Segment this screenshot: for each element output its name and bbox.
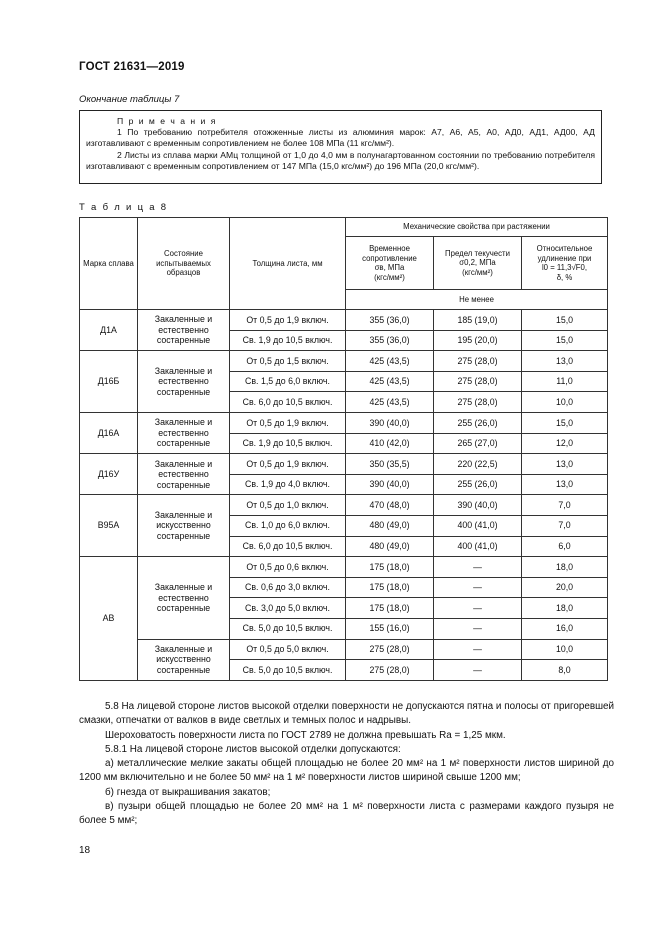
cell-tensile: 175 (18,0) — [346, 598, 434, 619]
table-row — [80, 412, 608, 433]
cell-elongation: 13,0 — [522, 454, 608, 475]
cell-yield: 195 (20,0) — [434, 330, 522, 351]
body-text — [79, 700, 614, 829]
cell-elongation: 12,0 — [522, 433, 608, 454]
cell-state: Закаленные и естественно состаренные — [138, 557, 230, 639]
cell-thickness: От 0,5 до 1,9 включ. — [230, 454, 346, 475]
header-elongation — [522, 237, 608, 290]
cell-tensile: 275 (28,0) — [346, 660, 434, 681]
notes-box — [79, 110, 602, 184]
cell-thickness: От 0,5 до 1,0 включ. — [230, 495, 346, 516]
cell-yield: 255 (26,0) — [434, 412, 522, 433]
cell-tensile: 410 (42,0) — [346, 433, 434, 454]
header-mechanical-properties: Механические свойства при растяжении — [346, 218, 608, 237]
cell-yield: 275 (28,0) — [434, 351, 522, 372]
cell-thickness: Св. 1,9 до 10,5 включ. — [230, 433, 346, 454]
cell-grade: В95А — [80, 495, 138, 557]
table-row — [80, 310, 608, 331]
cell-tensile: 350 (35,5) — [346, 454, 434, 475]
cell-elongation: 15,0 — [522, 330, 608, 351]
cell-elongation: 18,0 — [522, 598, 608, 619]
header-state: Состояние испытываемых образцов — [138, 218, 230, 310]
cell-thickness: Св. 1,9 до 10,5 включ. — [230, 330, 346, 351]
cell-yield: — — [434, 577, 522, 598]
yield-label: Предел текучести — [445, 248, 510, 258]
elongation-label: Относительное удлинение при — [536, 244, 593, 263]
tensile-symbol: σв, МПа — [374, 263, 405, 272]
cell-state: Закаленные и искусственно состаренные — [138, 495, 230, 557]
note-2: 2 Листы из сплава марки АМц толщиной от 1,0 до 4,0 мм в полунагартованном состоянии по требованию потребителя изготавливают с временным сопротивлением от 147 МПа (15,0 кгс/мм²) до 196 МПа (20,0 кгс/мм²). — [86, 149, 595, 171]
cell-elongation: 13,0 — [522, 474, 608, 495]
cell-thickness: Св. 5,0 до 10,5 включ. — [230, 660, 346, 681]
cell-yield: — — [434, 660, 522, 681]
yield-symbol: σ0,2, МПа — [459, 258, 496, 268]
table-caption: Т а б л и ц а 8 — [79, 202, 168, 213]
header-thickness: Толщина листа, мм — [230, 218, 346, 310]
list-item-a: а) металлические мелкие закаты общей площадью не более 20 мм² на 1 м² поверхности листов шириной до 1200 мм включительно и не более 50 мм² на 1 м² поверхности листов шириной свыше 1200 мм; — [79, 758, 614, 784]
cell-thickness: Св. 1,9 до 4,0 включ. — [230, 474, 346, 495]
cell-yield: 275 (28,0) — [434, 371, 522, 392]
cell-thickness: Св. 3,0 до 5,0 включ. — [230, 598, 346, 619]
note-1: 1 По требованию потребителя отожженные листы из алюминия марок: А7, А6, А5, А0, АД0, АД1, АД00, АД изготавливают с временным сопротивлением не более 108 МПа (11 кгс/мм²). — [86, 127, 595, 149]
notes-title: П р и м е ч а н и я — [117, 116, 217, 126]
cell-tensile: 425 (43,5) — [346, 392, 434, 413]
yield-unit: (кгс/мм²) — [462, 267, 493, 277]
cell-yield: 220 (22,5) — [434, 454, 522, 475]
header-tensile-strength — [346, 237, 434, 290]
cell-grade: Д16А — [80, 412, 138, 453]
cell-tensile: 390 (40,0) — [346, 474, 434, 495]
list-item-b: б) гнезда от выкрашивания закатов; — [105, 786, 271, 798]
document-header: ГОСТ 21631—2019 — [79, 61, 185, 73]
cell-thickness: Св. 6,0 до 10,5 включ. — [230, 392, 346, 413]
cell-state: Закаленные и естественно состаренные — [138, 412, 230, 453]
cell-tensile: 480 (49,0) — [346, 536, 434, 557]
paragraph-roughness: Шероховатость поверхности листа по ГОСТ 2789 не должна превышать Ra = 1,25 мкм. — [105, 729, 506, 741]
cell-elongation: 10,0 — [522, 639, 608, 660]
cell-grade: АВ — [80, 557, 138, 681]
cell-grade: Д16У — [80, 454, 138, 495]
cell-yield: — — [434, 598, 522, 619]
cell-thickness: Св. 5,0 до 10,5 включ. — [230, 618, 346, 639]
cell-elongation: 18,0 — [522, 557, 608, 578]
cell-state: Закаленные и естественно состаренные — [138, 310, 230, 351]
list-item-v: в) пузыри общей площадью не более 20 мм² на 1 м² поверхности листа с размерами каждого пузыря не более 5 мм²; — [79, 801, 614, 827]
cell-elongation: 11,0 — [522, 371, 608, 392]
cell-tensile: 275 (28,0) — [346, 639, 434, 660]
cell-tensile: 175 (18,0) — [346, 557, 434, 578]
cell-yield: 265 (27,0) — [434, 433, 522, 454]
cell-tensile: 355 (36,0) — [346, 330, 434, 351]
cell-tensile: 175 (18,0) — [346, 577, 434, 598]
cell-yield: — — [434, 557, 522, 578]
cell-thickness: Св. 1,5 до 6,0 включ. — [230, 371, 346, 392]
cell-tensile: 355 (36,0) — [346, 310, 434, 331]
cell-yield: 400 (41,0) — [434, 536, 522, 557]
table-row — [80, 639, 608, 660]
cell-tensile: 155 (16,0) — [346, 618, 434, 639]
table-row — [80, 351, 608, 372]
cell-elongation: 10,0 — [522, 392, 608, 413]
table-row — [80, 557, 608, 578]
table-row — [80, 495, 608, 516]
cell-thickness: От 0,5 до 1,9 включ. — [230, 310, 346, 331]
page-number: 18 — [79, 845, 91, 856]
cell-elongation: 6,0 — [522, 536, 608, 557]
cell-tensile: 425 (43,5) — [346, 351, 434, 372]
elongation-unit: δ, % — [556, 272, 573, 282]
cell-yield: 255 (26,0) — [434, 474, 522, 495]
cell-yield: — — [434, 639, 522, 660]
cell-yield: 390 (40,0) — [434, 495, 522, 516]
paragraph-5-8-1: 5.8.1 На лицевой стороне листов высокой отделки допускаются: — [105, 743, 401, 755]
cell-yield: 275 (28,0) — [434, 392, 522, 413]
cell-thickness: От 0,5 до 0,6 включ. — [230, 557, 346, 578]
cell-thickness: Св. 6,0 до 10,5 включ. — [230, 536, 346, 557]
tensile-label: Временное сопротивление — [362, 244, 417, 263]
cell-elongation: 15,0 — [522, 412, 608, 433]
cell-elongation: 7,0 — [522, 515, 608, 536]
cell-state: Закаленные и искусственно состаренные — [138, 639, 230, 680]
cell-state: Закаленные и естественно состаренные — [138, 351, 230, 413]
cell-grade: Д1А — [80, 310, 138, 351]
cell-state: Закаленные и естественно состаренные — [138, 454, 230, 495]
cell-elongation: 15,0 — [522, 310, 608, 331]
cell-thickness: От 0,5 до 5,0 включ. — [230, 639, 346, 660]
table-continuation-caption: Окончание таблицы 7 — [79, 94, 180, 105]
cell-elongation: 8,0 — [522, 660, 608, 681]
header-yield-strength — [434, 237, 522, 290]
cell-thickness: Св. 1,0 до 6,0 включ. — [230, 515, 346, 536]
header-grade: Марка сплава — [80, 218, 138, 310]
cell-elongation: 16,0 — [522, 618, 608, 639]
cell-thickness: От 0,5 до 1,5 включ. — [230, 351, 346, 372]
table-row — [80, 454, 608, 475]
cell-tensile: 425 (43,5) — [346, 371, 434, 392]
paragraph-5-8: 5.8 На лицевой стороне листов высокой отделки поверхности не допускаются пятна и полосы от пригоревшей смазки, отпечатки от валков в виде светлых и темных полос и надрывы. — [79, 701, 614, 727]
tensile-unit: (кгс/мм²) — [374, 272, 405, 282]
cell-elongation: 13,0 — [522, 351, 608, 372]
cell-yield: 400 (41,0) — [434, 515, 522, 536]
cell-thickness: От 0,5 до 1,9 включ. — [230, 412, 346, 433]
cell-tensile: 470 (48,0) — [346, 495, 434, 516]
cell-elongation: 20,0 — [522, 577, 608, 598]
cell-yield: — — [434, 618, 522, 639]
cell-grade: Д16Б — [80, 351, 138, 413]
cell-elongation: 7,0 — [522, 495, 608, 516]
cell-thickness: Св. 0,6 до 3,0 включ. — [230, 577, 346, 598]
header-not-less-than: Не менее — [346, 290, 608, 310]
cell-tensile: 390 (40,0) — [346, 412, 434, 433]
mechanical-properties-table — [79, 217, 608, 681]
cell-tensile: 480 (49,0) — [346, 515, 434, 536]
cell-yield: 185 (19,0) — [434, 310, 522, 331]
elongation-formula: l0 = 11,3√F0, — [541, 263, 588, 272]
